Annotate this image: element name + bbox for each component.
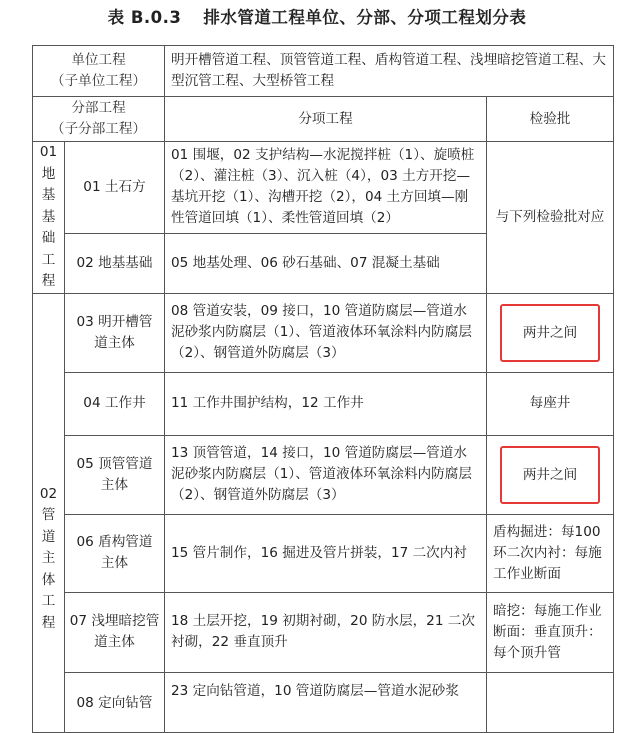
- table-title: [0, 4, 634, 28]
- subdivision-cell: 04 工作井: [65, 372, 165, 435]
- item-cell: 23 定向钻管道，10 管道防腐层—管道水泥砂浆: [165, 672, 487, 732]
- unit-project-header: 单位工程 （子单位工程）: [33, 46, 165, 97]
- subdivision-cell: 07 浅埋暗挖管道主体: [65, 592, 165, 672]
- highlighted-inspection: 两井之间: [500, 446, 600, 504]
- inspection-cell: 每座井: [487, 372, 614, 435]
- item-cell: 01 围堰，02 支护结构—水泥搅拌桩（1）、旋喷桩（2）、灌注桩（3）、沉入桩（4），03 土方开挖—基坑开挖（1）、沟槽开挖（2），04 土方回填—刚性管道回填（1）、柔性管道回填（2）: [165, 142, 487, 234]
- item-cell: 08 管道安装，09 接口，10 管道防腐层—管道水泥砂浆内防腐层（1）、管道液体环氧涂料内防腐层（2）、钢管道外防腐层（3）: [165, 293, 487, 372]
- inspection-cell: [487, 435, 614, 514]
- unit-project-row: [33, 46, 614, 97]
- table-row: [33, 672, 614, 732]
- table-row: [33, 142, 614, 234]
- inspection-cell: 盾构掘进：每100 环二次内衬：每施工作业断面: [487, 514, 614, 592]
- table-row: [33, 372, 614, 435]
- table-caption: 排水管道工程单位、分部、分项工程划分表: [203, 8, 527, 27]
- table-row: [33, 293, 614, 372]
- subdivision-cell: 06 盾构管道主体: [65, 514, 165, 592]
- subdivision-cell: 08 定向钻管: [65, 672, 165, 732]
- highlighted-inspection: 两井之间: [500, 304, 600, 362]
- table-row: [33, 592, 614, 672]
- group-cell-foundation: 01 地 基 基 础 工 程: [33, 142, 65, 294]
- item-cell: 18 土层开挖，19 初期衬砌，20 防水层，21 二次衬砌，22 垂直顶升: [165, 592, 487, 672]
- division-table: [32, 45, 614, 733]
- table-row: [33, 435, 614, 514]
- inspection-cell: [487, 293, 614, 372]
- inspection-cell: 与下列检验批对应: [487, 142, 614, 294]
- inspection-header: 检验批: [487, 97, 614, 142]
- subdivision-cell: 03 明开槽管道主体: [65, 293, 165, 372]
- unit-project-list: 明开槽管道工程、顶管管道工程、盾构管道工程、浅埋暗挖管道工程、大型沉管工程、大型桥管工程: [165, 46, 614, 97]
- subdivision-cell: 02 地基基础: [65, 233, 165, 293]
- item-cell: 05 地基处理、06 砂石基础、07 混凝土基础: [165, 233, 487, 293]
- item-header: 分项工程: [165, 97, 487, 142]
- table-number: 表 B.0.3: [107, 8, 182, 27]
- division-header: 分部工程 （子分部工程）: [33, 97, 165, 142]
- inspection-cell: 暗挖：每施工作业断面：垂直顶升：每个顶升管: [487, 592, 614, 672]
- group-cell-pipeline: 02 管 道 主 体 工 程: [33, 293, 65, 732]
- item-cell: 13 顶管管道，14 接口，10 管道防腐层—管道水泥砂浆内防腐层（1）、管道液体环氧涂料内防腐层（2）、钢管道外防腐层（3）: [165, 435, 487, 514]
- table-row: [33, 514, 614, 592]
- subdivision-cell: 01 土石方: [65, 142, 165, 234]
- inspection-cell: [487, 672, 614, 732]
- item-cell: 15 管片制作，16 掘进及管片拼装，17 二次内衬: [165, 514, 487, 592]
- item-cell: 11 工作井围护结构，12 工作井: [165, 372, 487, 435]
- column-header-row: [33, 97, 614, 142]
- subdivision-cell: 05 顶管管道主体: [65, 435, 165, 514]
